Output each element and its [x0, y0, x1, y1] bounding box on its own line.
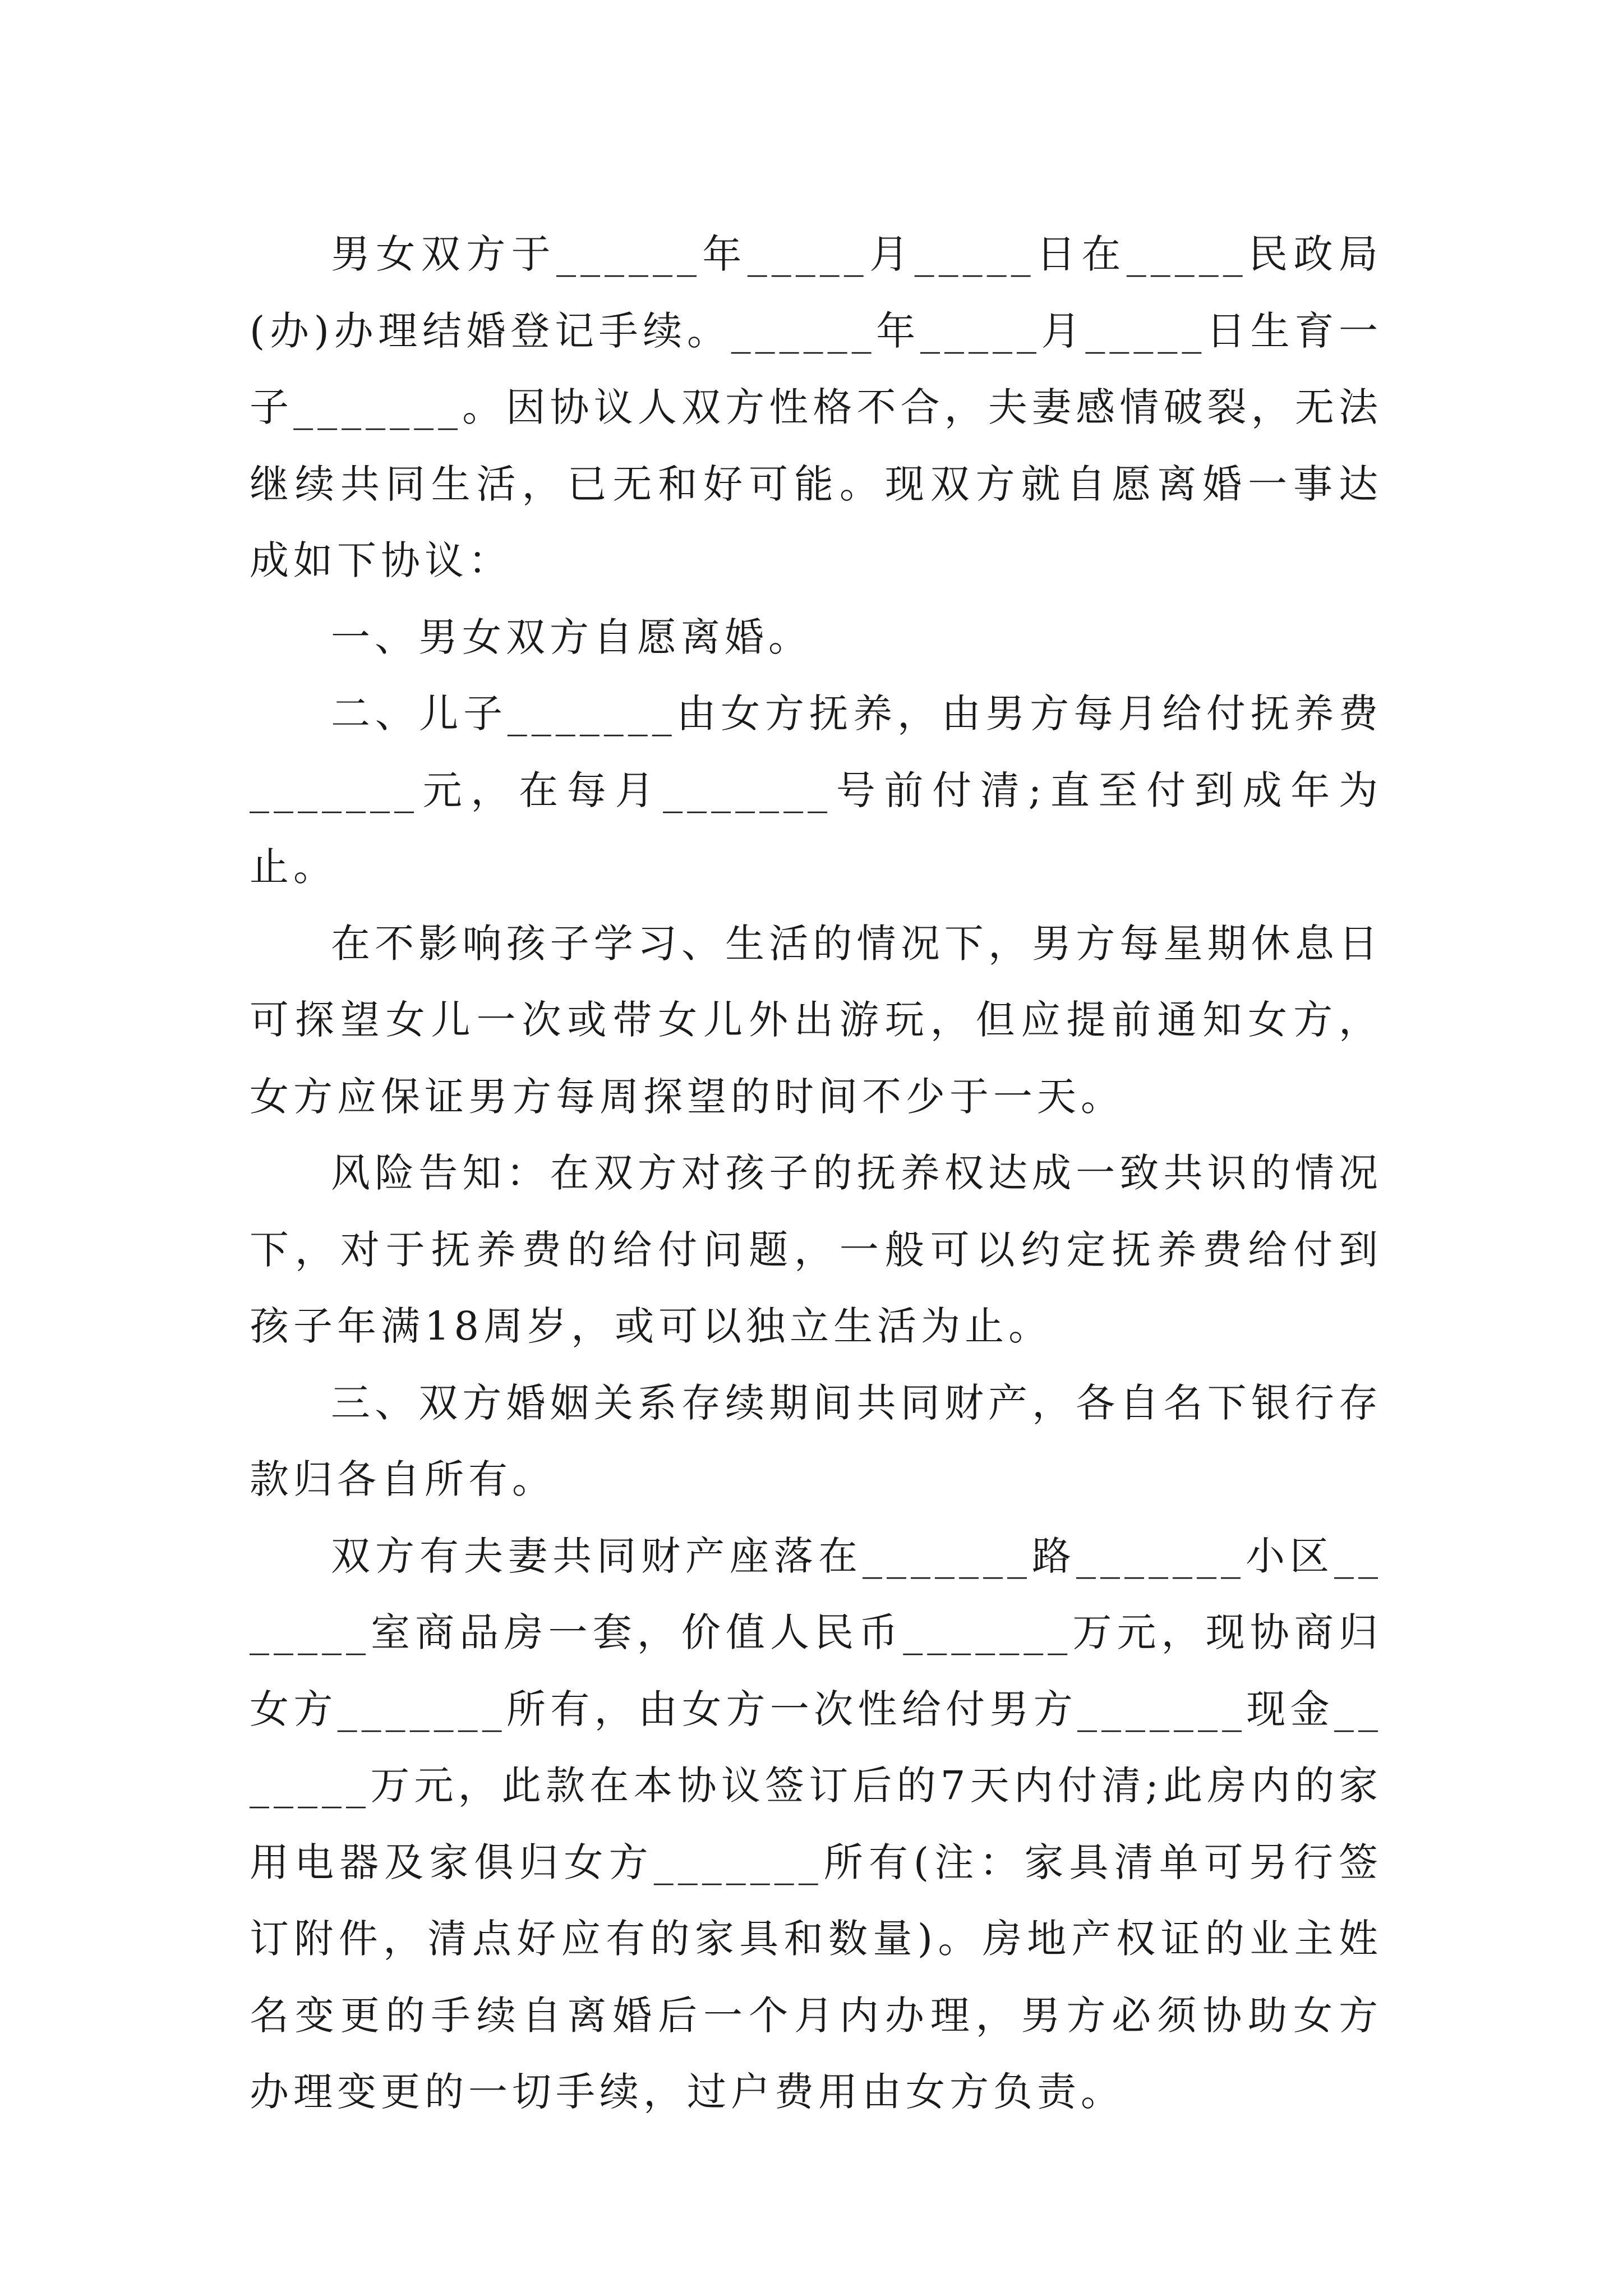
paragraph-real-estate: 双方有夫妻共同财产座落在_______路_______小区_______室商品房一套，价值人民币_______万元，现协商归女方_______所有，由女方一次性给付男方_______现金_______万元，此款在本协议签订后的7天内付清;此房内的家用电器及家俱归女方_______所有(注：家具清单可另行签订附件，清点好应有的家具和数量)。房地产权证的业主姓名变更的手续自离婚后一个月内办理，男方必须协助女方办理变更的一切手续，过户费用由女方负责。	[250, 1533, 1382, 2115]
paragraph-clause-3-property: 三、双方婚姻关系存续期间共同财产，各自名下银行存款归各自所有。	[250, 1379, 1382, 1502]
paragraph-risk-notice: 风险告知：在双方对孩子的抚养权达成一致共识的情况下，对于抚养费的给付问题，一般可以约定抚养费给付到孩子年满18周岁，或可以独立生活为止。	[250, 1150, 1382, 1349]
paragraph-marriage-registration: 男女双方于______年_____月_____日在_____民政局(办)办理结婚登记手续。______年_____月_____日生育一子_______。因协议人双方性格不合，夫妻感情破裂，无法继续共同生活，已无和好可能。现双方就自愿离婚一事达成如下协议：	[250, 231, 1382, 583]
document-body	[250, 216, 1382, 2131]
paragraph-visitation: 在不影响孩子学习、生活的情况下，男方每星期休息日可探望女儿一次或带女儿外出游玩，但应提前通知女方，女方应保证男方每周探望的时间不少于一天。	[250, 920, 1382, 1120]
paragraph-clause-2-custody: 二、儿子_______由女方抚养，由男方每月给付抚养费_______元，在每月_______号前付清;直至付到成年为止。	[250, 691, 1382, 890]
paragraph-clause-1-divorce: 一、男女双方自愿离婚。	[331, 614, 812, 660]
